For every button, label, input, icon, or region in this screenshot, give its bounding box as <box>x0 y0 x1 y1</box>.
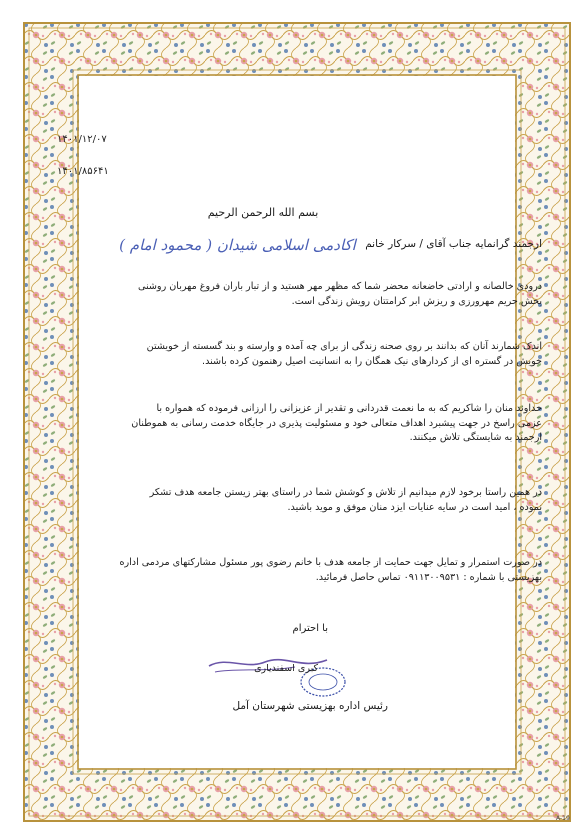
official-stamp-inner <box>309 674 337 690</box>
signer-name: کبری اسفندیاری <box>254 663 318 674</box>
signer-office-title: رئیس اداره بهزیستی شهرستان آمل <box>232 700 388 712</box>
corner-note: A-19 <box>556 815 570 822</box>
signature-and-stamp <box>205 652 355 702</box>
paragraph-5 <box>76 556 542 585</box>
paragraph-line: در همین راستا برخود لازم میدانیم از تلاش و کوشش شما در راستای بهتر زیستن جامعه هدف تشکر <box>149 487 542 498</box>
salutation-line <box>102 238 542 252</box>
paragraph-line: درودی خالصانه و ارادتی خاضعانه محضر شما که مظهر مهر هستید و از تبار باران فروغ مهربان روشنی <box>138 281 542 292</box>
paragraph-1 <box>76 280 542 309</box>
paragraph-line: عزمی راسخ در جهت پیشبرد اهداف متعالی خود و مسئولیت پذیری در جایگاه خدمت رسانی به هموطنان <box>131 417 542 429</box>
paragraph-3 <box>76 402 542 446</box>
recipient-handwritten-name: اکادمی اسلامی شیدان ( محمود امام ) <box>119 236 356 254</box>
letter-number: ۱۴۰۱/۸۵۶۴۱ <box>57 166 109 177</box>
paragraph-line: بخش حریم مهرورزی و ریزش ابر کرامتتان رویش زندگی است. <box>291 295 542 307</box>
paragraph-line: نموده ، امید است در سایه عنایات ایزد منان موفق و موید باشید. <box>287 501 542 513</box>
paragraph-line: خویش در گستره ای از کردارهای نیک همگان را به انسانیت اصیل رهنمون کرده باشند. <box>202 355 542 367</box>
paragraph-2 <box>76 340 542 369</box>
closing-regards: با احترام <box>292 623 328 634</box>
paragraph-line: در صورت استمرار و تمایل جهت حمایت از جامعه هدف با خانم رضوی پور مسئول مشارکتهای مردمی اداره <box>119 557 542 568</box>
paragraph-line: بهزیستی با شماره : ۰۹۱۱۳۰۰۹۵۳۱ تماس حاصل فرمائید. <box>315 571 542 583</box>
salutation-text: ارجمند گرانمایه جناب آقای / سرکار خانم <box>365 238 542 250</box>
paragraph-line: خداوند منان را شاکریم که به ما نعمت قدردانی و تقدیر از عزیزانی را ارزانی فرموده که همواره با <box>156 403 542 414</box>
letter-date: ۱۴۰۱/۱۲/۰۷ <box>57 134 107 145</box>
paragraph-line: اندک شمارند آنان که بدانند بر روی صحنه زندگی از برای چه آمده و وارسته و بند گسسته از خویشتن <box>146 341 542 352</box>
paragraph-4 <box>76 486 542 515</box>
bismillah-heading: بسم الله الرحمن الرحیم <box>207 206 319 219</box>
paragraph-line: ارجمند به شایستگی تلاش میکنند. <box>409 432 542 443</box>
